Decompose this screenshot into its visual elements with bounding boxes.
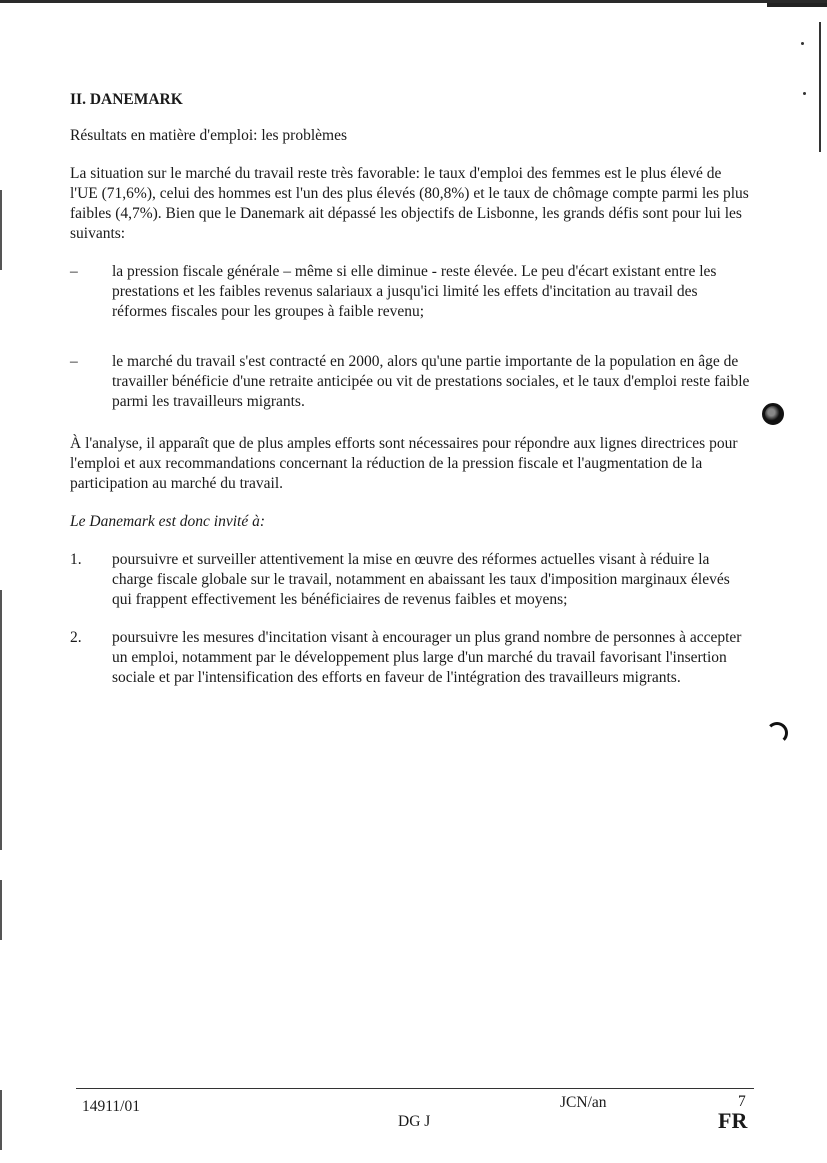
intro-paragraph: La situation sur le marché du travail reste très favorable: le taux d'emploi des femmes est le plus élevé de l'UE (71,6%), celui des hommes est l'un des plus élevés (80,8%) et le taux de chômage compte parmi les plus faibles (4,7%). Bien que le Danemark ait dépassé les objectifs de Lisbonne, les grands défis sont pour lui les suivants: bbox=[70, 165, 749, 242]
dash-marker: – bbox=[70, 353, 78, 370]
number-marker: 1. bbox=[70, 551, 82, 568]
recommendation-text: poursuivre et surveiller attentivement la mise en œuvre des réformes actuelles visant à réduire la charge fiscale globale sur le travail, notamment en abaissant les taux d'imposition marginaux élevés qui frappent effectivement les bénéficiaires de revenus faibles et moyens; bbox=[112, 551, 730, 608]
scan-top-right-mark bbox=[767, 3, 827, 7]
scan-left-edge-mark bbox=[0, 590, 2, 850]
page-number: 7 bbox=[738, 1093, 746, 1110]
document-number: 14911/01 bbox=[82, 1098, 140, 1115]
challenge-item bbox=[70, 352, 750, 412]
dash-marker: – bbox=[70, 263, 78, 280]
challenge-text: la pression fiscale générale – même si elle diminue - reste élevée. Le peu d'écart existant entre les prestations et les faibles revenus salariaux a jusqu'ici limité les effets d'incitation au travail des réformes fiscales pour les groupes à faible revenu; bbox=[112, 263, 717, 320]
section-heading: II. DANEMARK bbox=[70, 91, 183, 108]
challenge-text: le marché du travail s'est contracté en 2000, alors qu'une partie importante de la population en âge de travailler bénéficie d'une retraite anticipée ou vit de prestations sociales, et le taux d'emploi reste faible parmi les travailleurs migrants. bbox=[112, 353, 750, 410]
recommendation-item bbox=[70, 550, 750, 610]
punch-hole-icon bbox=[766, 722, 788, 744]
scan-left-edge-mark bbox=[0, 1090, 2, 1150]
scan-left-edge-mark bbox=[0, 190, 2, 270]
scan-speck bbox=[801, 42, 804, 45]
punch-hole-icon bbox=[762, 403, 784, 425]
language-code: FR bbox=[718, 1108, 748, 1133]
recommendation-item bbox=[70, 628, 750, 688]
number-marker: 2. bbox=[70, 629, 82, 646]
challenge-item bbox=[70, 262, 750, 322]
document-body bbox=[70, 90, 750, 706]
scan-right-edge-line bbox=[819, 22, 821, 152]
analysis-paragraph: À l'analyse, il apparaît que de plus amples efforts sont nécessaires pour répondre aux lignes directrices pour l'emploi et aux recommandations concernant la réduction de la pression fiscale et l'augmentation de la participation au marché du travail. bbox=[70, 435, 738, 492]
invitation-line: Le Danemark est donc invité à: bbox=[70, 513, 265, 530]
section-subheading: Résultats en matière d'emploi: les problèmes bbox=[70, 127, 347, 144]
scan-top-border bbox=[0, 0, 827, 3]
footer-divider bbox=[76, 1088, 754, 1089]
directorate-label: DG J bbox=[398, 1113, 431, 1130]
recommendation-text: poursuivre les mesures d'incitation visant à encourager un plus grand nombre de personnes à accepter un emploi, notamment par le développement plus large d'un marché du travail favorisant l'insertion sociale et par l'intensification des efforts en faveur de l'intégration des travailleurs migrants. bbox=[112, 629, 742, 686]
scan-speck bbox=[803, 92, 806, 95]
scan-left-edge-mark bbox=[0, 880, 2, 940]
author-initials: JCN/an bbox=[560, 1094, 607, 1111]
